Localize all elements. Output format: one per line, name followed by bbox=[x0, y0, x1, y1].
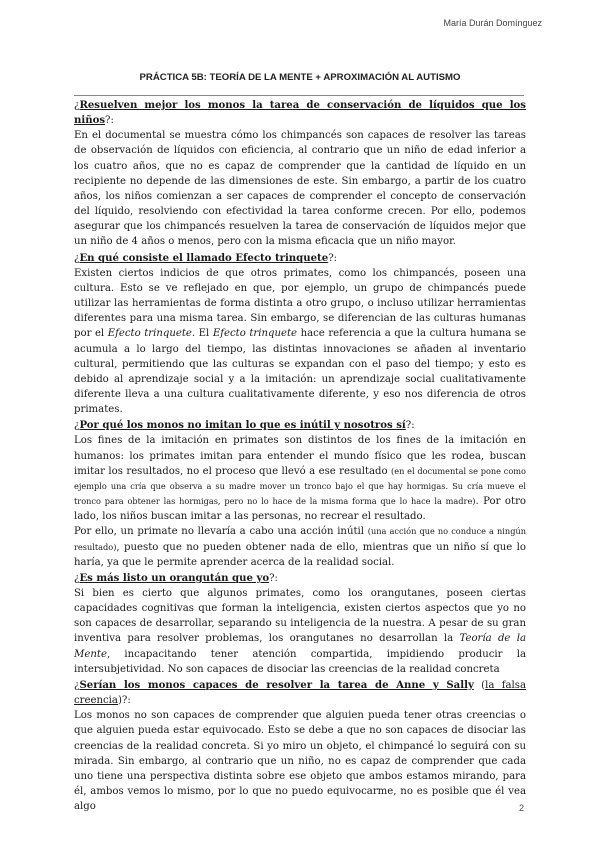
page-number: 2 bbox=[518, 803, 524, 813]
document-body bbox=[74, 98, 526, 814]
question-close-mark: ?: bbox=[405, 420, 415, 432]
question-text: Resuelven mejor los monos la tarea de conservación de líquidos que los niños bbox=[74, 99, 526, 127]
question-efecto-trinquete bbox=[74, 251, 526, 266]
question-text: Es más listo un orangután que yo bbox=[79, 571, 270, 584]
answer-text: , puesto que no pueden obtener nada de ello, mientras que un niño sí que lo haría, ya que le permite aprender acerca de la realidad social. bbox=[74, 541, 526, 568]
question-orangutan bbox=[74, 571, 526, 586]
answer-imitacion-inutil-continued bbox=[74, 524, 526, 569]
answer-orangutan bbox=[74, 586, 526, 677]
question-open-mark: ¿ bbox=[74, 100, 80, 111]
question-close-mark: ?: bbox=[269, 572, 278, 584]
answer-term-italic: Teoría de la Mente bbox=[74, 633, 526, 660]
answer-text: Existen ciertos indicios de que otros primates, como los chimpancés, poseen una cultura. Esto se ve reflejado en que, por ejemplo, un grupo de chimpancés puede utilizar las herramientas de forma distinta a otro grupo, o incluso utilizar herramientas diferentes para una misma tarea. Sin embargo, se diferencian de las culturas humanas por el bbox=[74, 267, 526, 340]
answer-text: , incapacitando tener atención compartida, impidiendo producir la intersubjetividad. No son capaces de disociar las creencias de la realidad concreta bbox=[74, 648, 526, 675]
answer-aside-small: (en el documental se pone como ejemplo una cría que observa a su madre mover un tronco bajo el que hay hormigas. Su cría mueve el tronco para obtener las hormigas, pero no lo hace de la misma forma que lo hace la madre) bbox=[74, 465, 526, 507]
question-close-mark: ?: bbox=[105, 115, 114, 127]
question-close-mark: ?: bbox=[328, 252, 338, 264]
question-text: Serían los monos capaces de resolver la tarea de Anne y Sally bbox=[79, 678, 474, 691]
question-text: En qué consiste el llamado Efecto trinquete bbox=[79, 251, 329, 264]
answer-anne-sally: Los monos no son capaces de comprender que alguien pueda tener otras creencias o que alguien pueda estar equivocado. Esto se debe a que no son capaces de disociar las creencias de la realidad concreta. Si yo miro un objeto, el chimpancé lo seguirá con su mirada. Sin embargo, al contrario que un niño, no es capaz de comprender que cada uno tiene una perspectiva distinta sobre ese objeto que ambos estamos mirando, para él, ambos vemos lo mismo, por lo que no puedo equivocarme, no es posible que él vea algo bbox=[74, 710, 526, 813]
document-title: PRÁCTICA 5B: TEORÍA DE LA MENTE + APROXIMACIÓN AL AUTISMO bbox=[139, 72, 461, 83]
question-mid-mark: ( bbox=[473, 679, 486, 691]
question-open-mark: ¿ bbox=[74, 572, 80, 584]
answer-imitacion-inutil bbox=[74, 433, 526, 524]
question-open-mark: ¿ bbox=[74, 679, 80, 691]
answer-text: hace referencia a que la cultura humana se acumula a lo largo del tiempo, las distintas innovaciones se añaden al inventario cultural, permitiendo que las culturas se expandan con el paso del tiempo; y esto es debido al aprendizaje social y a la imitación: un aprendizaje social cualitativamente diferente lleva a una cultura cualitativamente diferente, y eso nos diferencia de otros primates. bbox=[74, 328, 526, 416]
answer-aside-small: (una acción que no conduce a ningún resultado) bbox=[74, 526, 526, 552]
header-author: María Durán Domínguez bbox=[443, 18, 542, 28]
question-extra-text: la falsa creencia bbox=[74, 679, 526, 707]
question-anne-sally bbox=[74, 678, 526, 708]
answer-text: Si bien es cierto que algunos primates, como los orangutanes, poseen ciertas capacidades cognitivas que forman la inteligencia, existen ciertos aspectos que yo no son capaces de desarrollar, separando su inteligencia de la nuestra. A pesar de su gran inventiva para resolver problemas, los orangutanes no desarrollan la bbox=[74, 588, 526, 645]
question-imitacion-inutil bbox=[74, 418, 526, 433]
answer-text: Los fines de la imitación en primates son distintos de los fines de la imitación en humanos: los primates imitan para entender el mundo físico que les rodea, buscan imitar los resultados, no el proceso que llevó a ese resultado bbox=[74, 435, 526, 477]
answer-text: . El bbox=[191, 328, 213, 340]
answer-conservacion-liquidos: En el documental se muestra cómo los chimpancés son capaces de resolver las tareas de observación de líquidos con eficiencia, al contrario que un niño de edad inferior a los cuatro años, que no es capaz de comprender que la cantidad de líquido en un recipiente no depende de las dimensiones de este. Sin embargo, a partir de los cuatro años, los niños comienzan a ser capaces de comprender el concepto de conservación del líquido, resolviendo con efectividad la tarea conforme crecen. Por ello, podemos asegurar que los chimpancés resuelven la tarea de conservación de líquidos mejor que un niño de 4 años o menos, pero con la misma eficacia que un niño mayor. bbox=[74, 130, 526, 248]
question-conservacion-liquidos bbox=[74, 98, 526, 128]
question-open-mark: ¿ bbox=[74, 252, 80, 264]
answer-text: Por ello, un primate no llevaría a cabo una acción inútil bbox=[74, 526, 368, 538]
question-close-mark: )?: bbox=[117, 695, 131, 707]
answer-term-italic: Efecto trinquete bbox=[212, 328, 298, 340]
answer-efecto-trinquete bbox=[74, 266, 526, 418]
title-divider bbox=[74, 95, 524, 96]
question-open-mark: ¿ bbox=[74, 420, 80, 432]
answer-term-italic: Efecto trinquete bbox=[107, 328, 192, 340]
answer-text: . Por otro lado, los niños buscan imitar a las personas, no recrear el resultado. bbox=[74, 496, 527, 523]
question-text: Por qué los monos no imitan lo que es inútil y nosotros sí bbox=[79, 419, 406, 432]
